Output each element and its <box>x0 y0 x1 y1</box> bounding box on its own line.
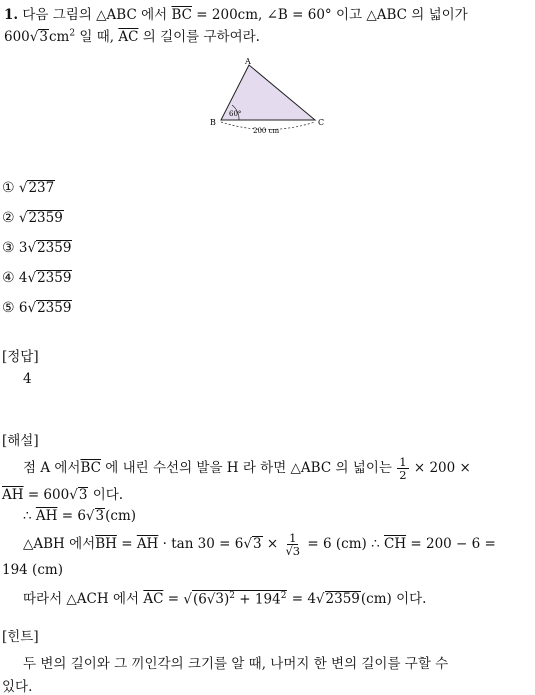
question-text: 일 때, <box>79 29 115 45</box>
angle-label: 60° <box>229 110 242 118</box>
hint-line-2: 있다. <box>2 679 33 695</box>
choice-5[interactable] <box>2 300 72 317</box>
sqrt: √2359 <box>27 300 72 316</box>
answer-header: [정답] <box>2 349 39 365</box>
sqrt: √2359 <box>18 210 63 226</box>
vertex-label-a: A <box>245 57 251 66</box>
question-text: 다음 그림의 △ABC 에서 <box>22 7 168 23</box>
segment-ch: $\overline{CH}$ <box>383 536 407 553</box>
unit: (cm) <box>105 508 137 524</box>
choice-3[interactable] <box>2 240 72 257</box>
sqrt: √3 <box>243 536 262 553</box>
solution-line-6 <box>23 587 426 608</box>
sqrt: √2359 <box>27 240 72 256</box>
sqrt-expression: $√(6√3)^2 + 194^2$ <box>183 590 287 607</box>
choice-coef: 3 <box>18 240 28 256</box>
solution-text: 이다. <box>92 487 124 503</box>
segment-bc: $\overline{BC}$ <box>80 460 101 477</box>
unit-exponent: 2 <box>69 28 76 39</box>
area-coef: 600 <box>4 29 30 45</box>
question-line-1 <box>4 3 468 23</box>
choice-mark: ④ <box>2 270 15 286</box>
segment-bh: $\overline{BH}$ <box>95 536 117 553</box>
segment-ac: $\overline{AC}$ <box>143 591 164 607</box>
fraction-half: $\frac{1}{2}$ <box>399 455 407 483</box>
triangle-figure <box>205 55 330 140</box>
solution-text: = <box>121 536 133 553</box>
unit: cm <box>48 29 70 45</box>
choice-mark: ② <box>2 210 15 226</box>
solution-header: [해설] <box>2 433 39 449</box>
solution-text: = 200 − 6 = <box>410 536 496 553</box>
solution-text: = 6 <box>61 508 86 524</box>
sqrt: √3 <box>29 29 48 45</box>
choice-coef: 4 <box>18 270 28 286</box>
solution-text: × 200 × <box>413 460 471 477</box>
sqrt: √2359 <box>27 270 72 286</box>
solution-text: 에 내린 수선의 발을 H 라 하면 △ABC 의 넓이는 <box>105 460 392 477</box>
segment-ah: $\overline{AH}$ <box>136 536 159 553</box>
solution-text: (cm) 이다. <box>360 591 427 607</box>
question-line-2 <box>4 25 260 46</box>
segment-ah: $\overline{AH}$ <box>2 487 24 503</box>
sqrt: √2359 <box>315 591 360 607</box>
choice-1[interactable] <box>2 180 55 197</box>
sqrt: √237 <box>18 180 55 196</box>
solution-line-4 <box>23 532 496 557</box>
sqrt: √3 <box>85 508 105 524</box>
solution-text: △ABH 에서 <box>23 536 96 553</box>
solution-text: = 6 (cm) ∴ <box>307 536 380 553</box>
question-number: 1. <box>4 7 19 23</box>
vertex-label-b: B <box>210 118 216 127</box>
solution-text: = 4 <box>291 591 316 607</box>
base-label: 200 cm <box>253 127 280 135</box>
choice-mark: ⑤ <box>2 300 15 316</box>
choice-2[interactable] <box>2 210 64 227</box>
segment-ah: $\overline{AH}$ <box>35 508 58 524</box>
choice-4[interactable] <box>2 270 72 287</box>
vertex-label-c: C <box>318 118 325 127</box>
choice-mark: ① <box>2 180 15 196</box>
question-text: 의 길이를 구하여라. <box>142 29 260 45</box>
answer-value: 4 <box>23 371 32 387</box>
segment-ac: $\overline{AC}$ <box>118 29 139 45</box>
solution-line-1 <box>23 456 471 481</box>
solution-line-3 <box>23 508 136 525</box>
choice-coef: 6 <box>18 300 28 316</box>
solution-text: 따라서 △ACH 에서 <box>23 591 140 607</box>
hint-header: [힌트] <box>2 629 39 645</box>
solution-line-2 <box>2 483 123 504</box>
choice-mark: ③ <box>2 240 15 256</box>
solution-text: = <box>167 591 180 607</box>
solution-line-5: 194 (cm) <box>2 562 63 578</box>
solution-text: = 600 <box>27 487 70 503</box>
therefore-symbol: ∴ <box>23 508 32 524</box>
solution-text: 점 A 에서 <box>23 460 81 477</box>
segment-bc: $\overline{BC}$ <box>171 7 192 23</box>
solution-text: × <box>266 536 279 553</box>
hint-line-1: 두 변의 길이와 그 끼인각의 크기를 알 때, 나머지 한 변의 길이를 구할 수 <box>23 656 449 672</box>
solution-text: · tan 30 = 6 <box>162 536 244 553</box>
fraction-inv-sqrt3: $\frac{1}{√3}$ <box>285 531 301 559</box>
question-text: = 200cm, ∠B = 60° 이고 △ABC 의 넓이가 <box>196 7 468 23</box>
sqrt: √3 <box>69 487 88 503</box>
